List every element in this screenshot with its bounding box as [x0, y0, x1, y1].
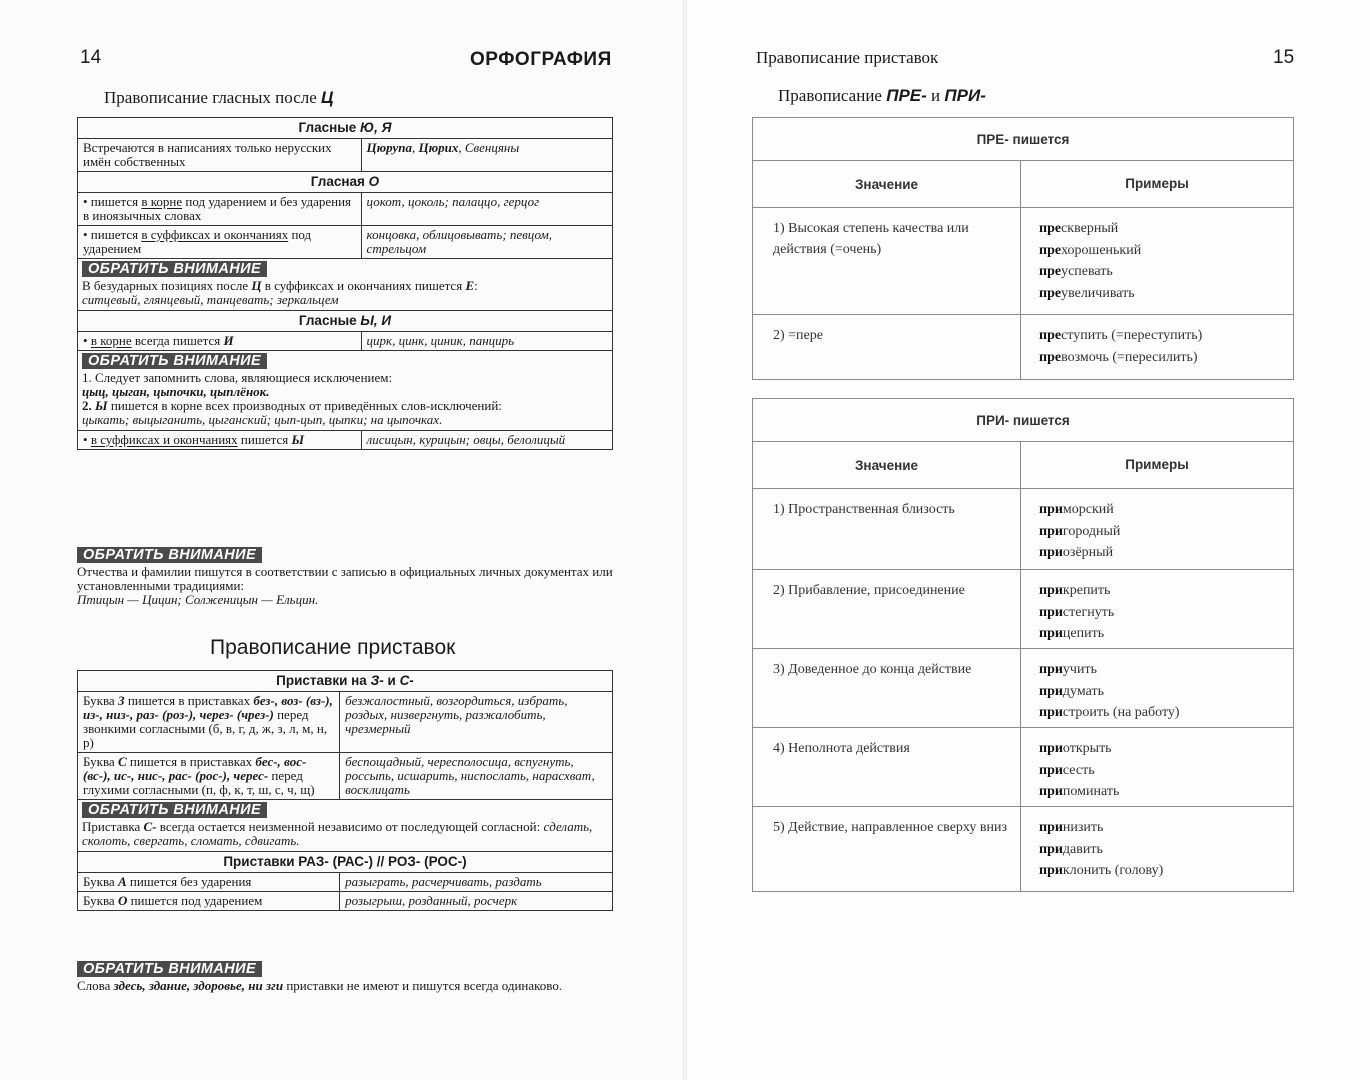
meaning-cell: 2) =пере	[753, 315, 1021, 379]
table-row	[753, 649, 1293, 728]
table-row	[78, 431, 613, 450]
example-word: преуспевать	[1039, 264, 1113, 279]
table-header-o: Гласная О	[78, 172, 613, 193]
attention-label: ОБРАТИТЬ ВНИМАНИЕ	[82, 802, 267, 818]
example-word: превозмочь (=пересилить)	[1039, 349, 1198, 365]
example-cell: цокот, цоколь; палаццо, герцог	[361, 193, 612, 226]
example-cell: беспощадный, чересполосица, вспугнуть, россыпь, исшарить, ниспослать, нарасхват, восклицать	[340, 753, 613, 800]
attention-label: ОБРАТИТЬ ВНИМАНИЕ	[77, 961, 262, 977]
rule-cell: Буква З пишется в приставках без-, воз- (вз-), из-, низ-, раз- (роз-), через- (чрез-) перед звонкими согласными (б, в, г, д, ж, з, л, м, н, р)	[78, 692, 340, 753]
example-word: прикрепить	[1039, 583, 1111, 598]
table-row	[78, 873, 613, 892]
examples-cell	[1021, 728, 1293, 806]
table-row	[78, 226, 613, 259]
table-row	[753, 489, 1293, 570]
example-cell: лисицын, курицын; овцы, белолицый	[361, 431, 612, 450]
example-cell: безжалостный, возгордиться, избрать, роздых, низвергнуть, разжалобить, чрезмерный	[340, 692, 613, 753]
table-header-raz-roz: Приставки РАЗ- (РАС-) // РОЗ- (РОС-)	[78, 852, 613, 873]
table-header-z-s: Приставки на З- и С-	[78, 671, 613, 692]
attention-label: ОБРАТИТЬ ВНИМАНИЕ	[82, 353, 267, 369]
examples-cell	[1021, 315, 1293, 379]
pre-table-title: ПРЕ- пишется	[753, 118, 1293, 161]
meaning-cell: 1) Пространственная близость	[753, 489, 1021, 569]
rule-cell: • пишется в корне под ударением и без ударения в иноязычных словах	[78, 193, 362, 226]
example-word: приозёрный	[1039, 545, 1114, 560]
table-row	[78, 753, 613, 800]
z-s-prefixes-table	[77, 670, 613, 911]
pre-table	[752, 117, 1294, 380]
example-word: прицепить	[1039, 626, 1105, 641]
example-word: преувеличивать	[1039, 285, 1135, 301]
example-word: приоткрыть	[1039, 741, 1112, 756]
example-cell: Цюрупа, Цюрих, Свенцяны	[361, 139, 612, 172]
example-word: прехорошенький	[1039, 242, 1142, 258]
rule-cell: Встречаются в написаниях только нерусских имён собственных	[78, 139, 362, 172]
col-header-meaning: Значение	[753, 161, 1021, 207]
example-cell: разыграть, расчерчивать, раздать	[340, 873, 613, 892]
running-header-right: Правописание приставок	[756, 48, 939, 67]
pri-table-title: ПРИ- пишется	[753, 399, 1293, 442]
example-word: присесть	[1039, 762, 1095, 778]
example-word: припоминать	[1039, 784, 1120, 799]
table-header-y-i: Гласные Ы, И	[78, 311, 613, 332]
rule-cell: • в суффиксах и окончаниях пишется Ы	[78, 431, 362, 450]
meaning-cell: 2) Прибавление, присоединение	[753, 570, 1021, 648]
table-header-yu-ya: Гласные Ю, Я	[78, 118, 613, 139]
section-title-prefixes: Правописание приставок	[210, 636, 456, 659]
examples-cell	[1021, 489, 1293, 569]
example-cell: цирк, цинк, циник, панцирь	[361, 332, 612, 351]
rule-cell: Буква А пишется без ударения	[78, 873, 340, 892]
section-title-text: Правописание гласных после	[104, 88, 322, 107]
examples-cell	[1021, 208, 1293, 314]
rule-cell: Буква С пишется в приставках бес-, вос- (вс-), ис-, нис-, рас- (рос-), черес- перед глухими согласными (п, ф, к, т, ш, с, ч, щ)	[78, 753, 340, 800]
col-header-examples: Примеры	[1125, 457, 1189, 473]
example-word: приучить	[1039, 662, 1097, 677]
rule-cell: Буква О пишется под ударением	[78, 892, 340, 911]
table-row	[78, 332, 613, 351]
vowels-after-ts-table	[77, 117, 613, 450]
example-word: пригородный	[1039, 523, 1121, 539]
attention-note-5: ОБРАТИТЬ ВНИМАНИЕ Слова здесь, здание, здоровье, ни зги приставки не имеют и пишутся всегда одинаково.	[77, 961, 563, 993]
example-word: придавить	[1039, 841, 1103, 857]
examples-cell	[1021, 570, 1293, 648]
example-word: приклонить (голову)	[1039, 863, 1164, 878]
attention-note-4: ОБРАТИТЬ ВНИМАНИЕ Приставка С- всегда остается неизменной независимо от последующей согласной: сделать, сколоть, свергать, сломать, сдвигать.	[78, 800, 613, 852]
example-word: преступить (=переступить)	[1039, 328, 1203, 343]
col-header-examples: Примеры	[1125, 176, 1189, 192]
table-row	[78, 692, 613, 753]
table-row	[753, 570, 1293, 649]
examples-cell	[1021, 649, 1293, 727]
rule-cell: • пишется в суффиксах и окончаниях под ударением	[78, 226, 362, 259]
meaning-cell: 5) Действие, направленное сверху вниз	[753, 807, 1021, 891]
example-word: приморский	[1039, 502, 1114, 517]
section-title-letter: Ц	[321, 88, 334, 107]
section-title-vowels	[104, 88, 333, 108]
page-number-right: 15	[1273, 47, 1295, 68]
table-row	[753, 807, 1293, 891]
running-header-left: ОРФОГРАФИЯ	[470, 49, 612, 70]
example-word: пристроить (на работу)	[1039, 705, 1180, 720]
example-word: пристегнуть	[1039, 604, 1115, 620]
example-word: придумать	[1039, 683, 1104, 699]
example-word: прескверный	[1039, 221, 1119, 236]
meaning-cell: 1) Высокая степень качества или действия (=очень)	[753, 208, 1021, 314]
example-word: принизить	[1039, 820, 1104, 835]
meaning-cell: 4) Неполнота действия	[753, 728, 1021, 806]
meaning-cell: 3) Доведенное до конца действие	[753, 649, 1021, 727]
rule-cell: • в корне всегда пишется И	[78, 332, 362, 351]
page-number-left: 14	[80, 47, 102, 68]
attention-label: ОБРАТИТЬ ВНИМАНИЕ	[77, 547, 262, 563]
attention-note-3: ОБРАТИТЬ ВНИМАНИЕ Отчества и фамилии пишутся в соответствии с записью в официальных личных документах или установленными традициями: Птицын — Цицин; Солженицын — Ельцин.	[77, 547, 613, 607]
attention-note-2: ОБРАТИТЬ ВНИМАНИЕ 1. Следует запомнить слова, являющиеся исключением: цыц, цыган, цыпочки, цыплёнок. 2. Ы пишется в корне всех производных от приведённых слов-исключений: цыкать; выцыганить, цыганский; цып-цып, цыпки; на цыпочках.	[78, 351, 613, 431]
example-cell: концовка, облицовывать; певцом, стрельцом	[361, 226, 612, 259]
example-cell: розыгрыш, розданный, росчерк	[340, 892, 613, 911]
section-title-pre-pri: Правописание ПРЕ- и ПРИ-	[778, 86, 986, 105]
table-row	[753, 315, 1293, 379]
table-row	[78, 139, 613, 172]
table-row	[753, 728, 1293, 807]
table-row	[753, 208, 1293, 315]
col-header-meaning: Значение	[753, 442, 1021, 488]
pri-table	[752, 398, 1294, 892]
examples-cell	[1021, 807, 1293, 891]
table-row	[78, 892, 613, 911]
attention-note-1: ОБРАТИТЬ ВНИМАНИЕ В безударных позициях после Ц в суффиксах и окончаниях пишется Е: ситцевый, глянцевый, танцевать; зеркальцем	[78, 259, 613, 311]
book-gutter	[683, 0, 687, 1080]
table-row	[78, 193, 613, 226]
attention-label: ОБРАТИТЬ ВНИМАНИЕ	[82, 261, 267, 277]
